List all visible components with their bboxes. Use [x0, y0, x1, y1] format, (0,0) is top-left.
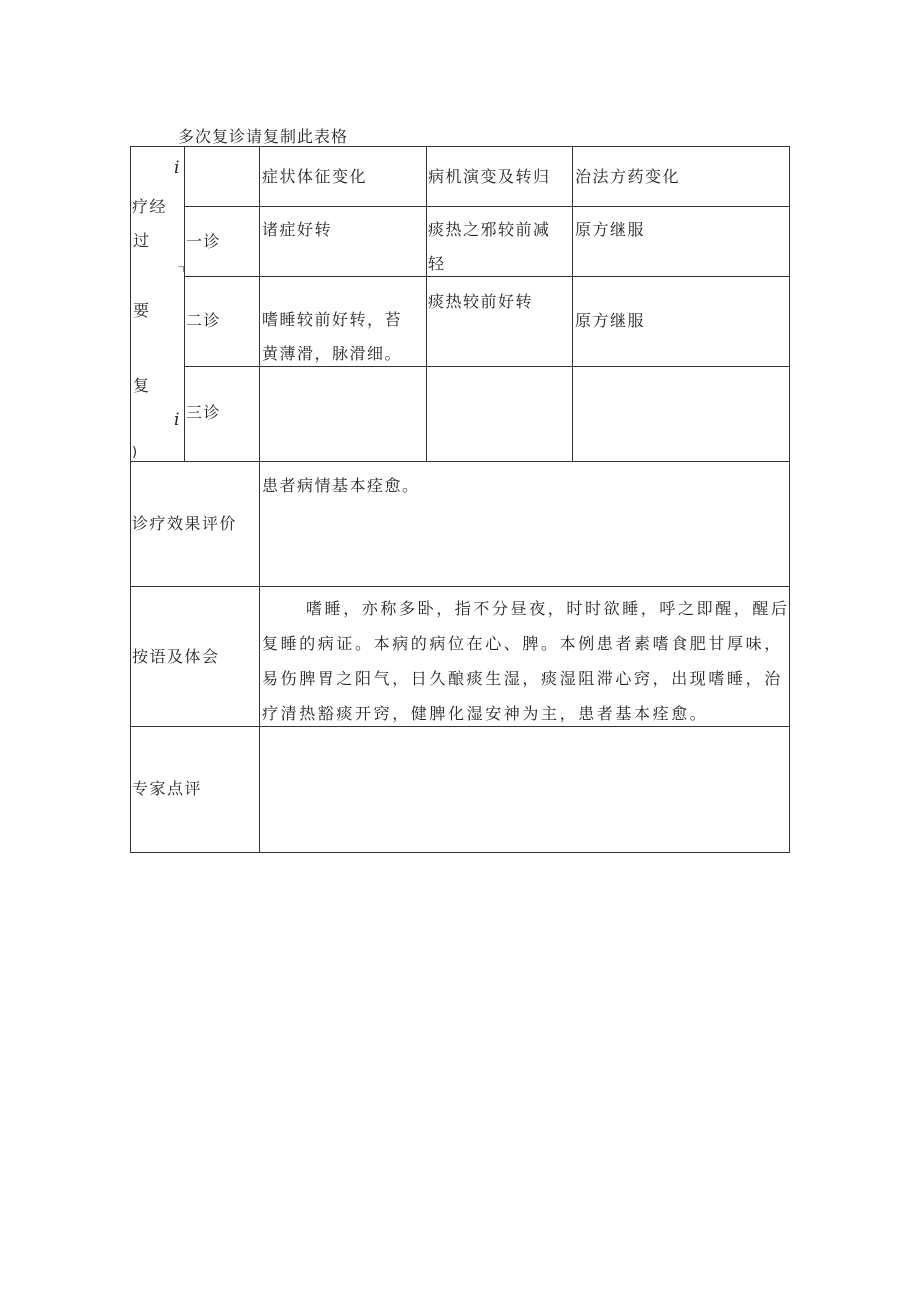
process-label-line5: )	[132, 445, 139, 460]
visit-2-pathogenesis: 痰热较前好转	[428, 292, 534, 311]
commentary-line: 疗清热豁痰开窍，健脾化湿安神为主，患者基本痊愈。	[262, 704, 709, 723]
process-label-line4: 复	[133, 376, 151, 395]
visit-2-symptoms: 嗜睡较前好转，苔	[262, 310, 403, 329]
visit-1-label: 一诊	[186, 232, 222, 251]
visit-2-symptoms-cont: 黄薄滑，脉滑细。	[262, 344, 403, 363]
commentary-line: 复睡的病证。本病的病位在心、脾。本例患者素嗜食肥甘厚味，	[262, 634, 783, 653]
visit-3-label: 三诊	[186, 403, 222, 422]
ocr-artifact-mark: i	[174, 410, 180, 430]
col-divider	[426, 146, 427, 462]
ocr-artifact-mark: i	[174, 158, 180, 178]
table-border-bottom	[130, 852, 790, 853]
evaluation-label: 诊疗效果评价	[132, 514, 238, 533]
table-border-top	[130, 146, 790, 147]
expert-review-label: 专家点评	[132, 779, 203, 798]
visit-2-treatment: 原方继服	[575, 311, 646, 330]
header-treatment: 治法方药变化	[575, 167, 681, 186]
col-divider	[572, 146, 573, 462]
visit-1-symptoms: 诸症好转	[262, 220, 333, 239]
header-symptoms: 症状体征变化	[262, 167, 368, 186]
col-divider	[259, 146, 260, 853]
row-divider	[184, 206, 790, 207]
process-label-line2: 过	[133, 231, 151, 250]
col-divider	[184, 146, 185, 462]
section-divider	[130, 586, 790, 587]
section-divider	[130, 461, 790, 462]
process-label-line1: 疗经	[132, 197, 168, 216]
header-pathogenesis: 病机演变及转归	[428, 167, 551, 186]
visit-1-pathogenesis: 痰热之邪较前减	[428, 220, 551, 239]
table-border-left	[130, 146, 131, 853]
copy-table-note: 多次复诊请复制此表格	[178, 127, 349, 146]
visit-1-treatment: 原方继服	[575, 220, 646, 239]
commentary-label: 按语及体会	[132, 647, 220, 666]
visit-1-pathogenesis-cont: 轻	[428, 254, 446, 273]
visit-2-label: 二诊	[186, 311, 222, 330]
row-divider	[184, 276, 790, 277]
commentary-line: 嗜睡，亦称多卧，指不分昼夜，时时欲睡，呼之即醒，醒后	[306, 599, 790, 618]
ocr-artifact-mark: ㄱ	[176, 263, 189, 276]
process-label-line3: 要	[133, 301, 151, 320]
evaluation-content: 患者病情基本痊愈。	[262, 476, 420, 495]
commentary-line: 易伤脾胃之阳气，日久酿痰生湿，痰湿阻滞心窍，出现嗜睡，治	[262, 669, 783, 688]
table-border-right	[789, 146, 790, 853]
